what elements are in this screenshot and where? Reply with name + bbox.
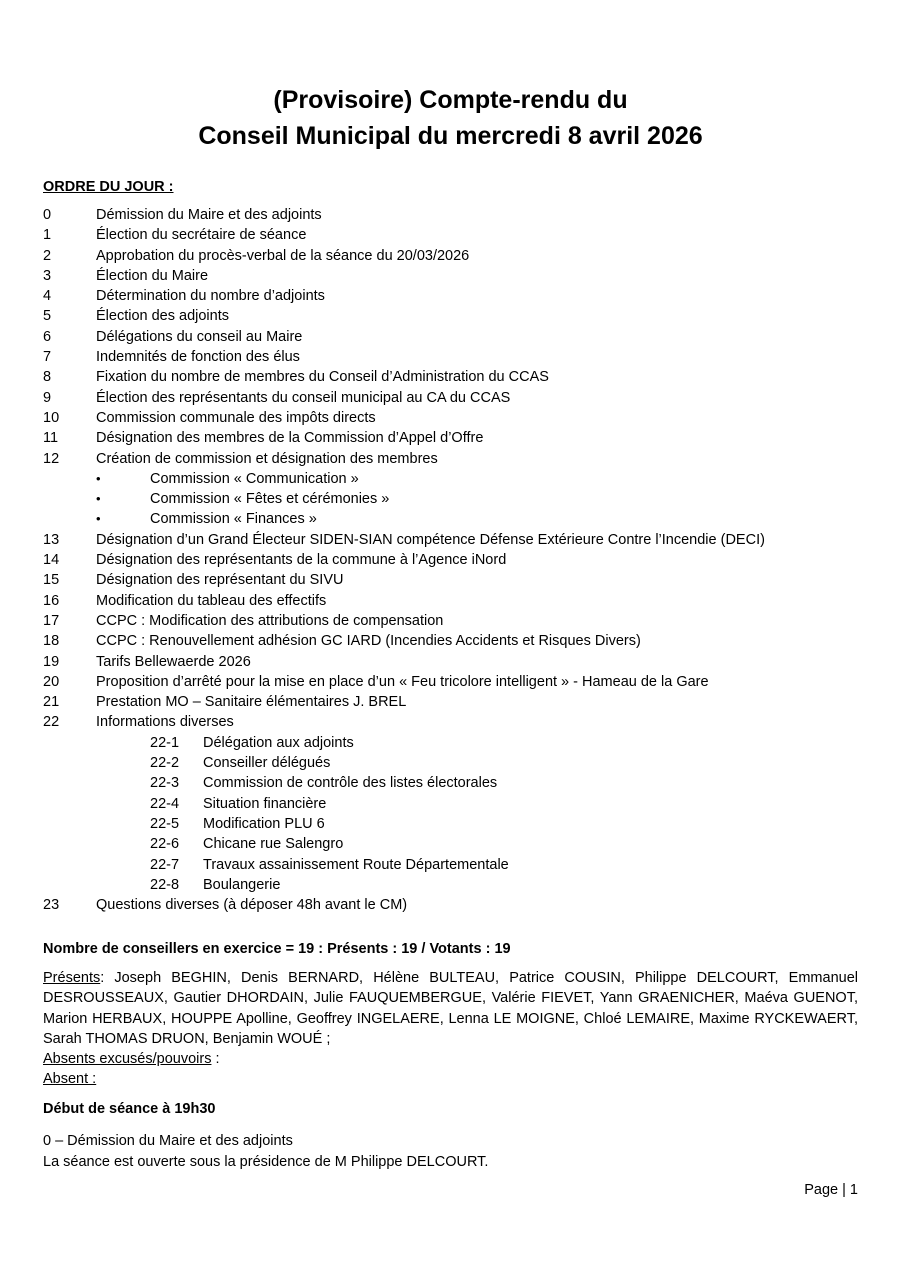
title-line-1: (Provisoire) Compte-rendu du xyxy=(273,86,628,114)
agenda-item xyxy=(43,591,858,611)
agenda-subitem-text: Boulangerie xyxy=(203,876,281,893)
agenda-item-number: 19 xyxy=(43,653,60,670)
agenda-item-text: Indemnités de fonction des élus xyxy=(96,349,300,366)
absents-excuses-label: Absents excusés/pouvoirs xyxy=(43,1051,212,1068)
agenda-item-text: Prestation MO – Sanitaire élémentaires J. BREL xyxy=(96,694,407,711)
agenda-item-text: Délégations du conseil au Maire xyxy=(96,328,303,345)
agenda-item xyxy=(43,266,858,286)
agenda-item-text: Élection du secrétaire de séance xyxy=(96,227,307,244)
agenda-item xyxy=(43,408,858,428)
agenda-item xyxy=(43,692,858,712)
agenda-item-number: 18 xyxy=(43,633,60,650)
agenda-item-text: Désignation des représentant du SIVU xyxy=(96,572,344,589)
agenda-item-number: 13 xyxy=(43,531,60,548)
agenda-subitem xyxy=(43,794,858,814)
agenda-item-number: 1 xyxy=(43,227,52,244)
agenda-item-text: Élection du Maire xyxy=(96,267,209,284)
agenda-item-text: Modification du tableau des effectifs xyxy=(96,592,327,609)
agenda-item-number: 21 xyxy=(43,694,60,711)
agenda-subitem xyxy=(43,814,858,834)
absent-label: Absent : xyxy=(43,1071,97,1088)
title-line-2: Conseil Municipal du mercredi 8 avril 2026 xyxy=(198,122,703,150)
agenda-item xyxy=(43,225,858,245)
agenda-item xyxy=(43,895,858,915)
bullet-icon: • xyxy=(96,470,101,486)
agenda-item-text: Démission du Maire et des adjoints xyxy=(96,207,322,223)
agenda-subitem-number: 22-2 xyxy=(150,755,180,772)
agenda-subitem-number: 22-5 xyxy=(150,815,180,832)
agenda-subitem-text: Commission de contrôle des listes électorales xyxy=(203,775,498,792)
agenda-item xyxy=(43,631,858,651)
attendance-count: Nombre de conseillers en exercice = 19 : Présents : 19 / Votants : 19 xyxy=(43,941,511,957)
agenda-item-number: 0 xyxy=(43,207,52,223)
agenda-item-number: 15 xyxy=(43,572,60,589)
agenda-item-text: Fixation du nombre de membres du Conseil d’Administration du CCAS xyxy=(96,369,549,386)
agenda-item xyxy=(43,367,858,387)
agenda-item-number: 6 xyxy=(43,328,52,345)
agenda-item-text: Élection des adjoints xyxy=(96,308,229,325)
agenda-item-text: Élection des représentants du conseil municipal au CA du CCAS xyxy=(96,389,511,406)
agenda-item-text: Commission communale des impôts directs xyxy=(96,409,376,426)
agenda-item-text: Désignation d’un Grand Électeur SIDEN-SIAN compétence Défense Extérieure Contre l’Incendie (DECI) xyxy=(96,531,765,548)
agenda-item-number: 22 xyxy=(43,714,60,731)
agenda-bullet-item xyxy=(43,489,858,509)
agenda-subitem-text: Chicane rue Salengro xyxy=(203,836,344,853)
absents-excuses-value: : xyxy=(211,1051,220,1068)
page-number: Page | 1 xyxy=(804,1182,858,1198)
agenda-subitem-text: Délégation aux adjoints xyxy=(203,734,354,751)
agenda-bullet-item xyxy=(43,509,858,529)
agenda-bullet-text: Commission « Communication » xyxy=(150,470,359,487)
agenda-item xyxy=(43,550,858,570)
agenda-subitem-number: 22-7 xyxy=(150,856,180,873)
agenda-bullet-text: Commission « Finances » xyxy=(150,511,317,528)
agenda-subitem-number: 22-8 xyxy=(150,876,180,893)
agenda-item-number: 10 xyxy=(43,409,60,426)
agenda-subitem xyxy=(43,834,858,854)
agenda-item-text: Désignation des membres de la Commission d’Appel d’Offre xyxy=(96,430,484,447)
agenda-subitem-text: Travaux assainissement Route Départementale xyxy=(203,856,509,873)
agenda-item-number: 11 xyxy=(43,430,59,447)
agenda-subitem-number: 22-1 xyxy=(150,734,180,751)
agenda-item xyxy=(43,611,858,631)
agenda-item xyxy=(43,652,858,672)
bullet-icon: • xyxy=(96,491,101,507)
attendance-block xyxy=(43,968,858,1090)
agenda-bullet-item xyxy=(43,469,858,489)
agenda-item-text: Tarifs Bellewaerde 2026 xyxy=(96,653,251,670)
agenda-item xyxy=(43,205,858,225)
agenda-subitem xyxy=(43,753,858,773)
agenda-subitem-number: 22-3 xyxy=(150,775,180,792)
agenda-subitem-text: Modification PLU 6 xyxy=(203,815,325,832)
agenda-item-number: 20 xyxy=(43,673,60,690)
agenda-item-number: 7 xyxy=(43,349,52,366)
document-title xyxy=(43,82,858,154)
agenda-item-number: 2 xyxy=(43,247,52,264)
agenda-item-text: Questions diverses (à déposer 48h avant le CM) xyxy=(96,897,408,914)
agenda-item-text: Approbation du procès-verbal de la séance du 20/03/2026 xyxy=(96,247,470,264)
agenda-list xyxy=(43,205,858,915)
agenda-item-number: 14 xyxy=(43,552,60,569)
agenda-item-text: Proposition d’arrêté pour la mise en place d’un « Feu tricolore intelligent » - Hameau de la Gare xyxy=(96,673,709,690)
agenda-subitem xyxy=(43,855,858,875)
agenda-subitem xyxy=(43,875,858,895)
agenda-subitem-number: 22-4 xyxy=(150,795,180,812)
agenda-item xyxy=(43,286,858,306)
agenda-item xyxy=(43,428,858,448)
agenda-item xyxy=(43,246,858,266)
agenda-item-text: CCPC : Modification des attributions de compensation xyxy=(96,612,444,629)
agenda-item xyxy=(43,530,858,550)
agenda-item-number: 16 xyxy=(43,592,60,609)
agenda-item-number: 3 xyxy=(43,267,52,284)
agenda-item xyxy=(43,449,858,469)
agenda-heading: ORDRE DU JOUR : xyxy=(43,179,174,195)
agenda-item-text: Détermination du nombre d’adjoints xyxy=(96,288,325,305)
presents-label: Présents xyxy=(43,970,101,986)
agenda-item xyxy=(43,712,858,732)
agenda-item-number: 23 xyxy=(43,897,60,914)
agenda-item-number: 4 xyxy=(43,288,52,305)
agenda-item-number: 5 xyxy=(43,308,52,325)
agenda-item-number: 17 xyxy=(43,612,60,629)
agenda-item-number: 9 xyxy=(43,389,52,406)
agenda-item xyxy=(43,347,858,367)
agenda-subitem-text: Situation financière xyxy=(203,795,327,812)
presents-names: : Joseph BEGHIN, Denis BERNARD, Hélène BULTEAU, Patrice COUSIN, Philippe DELCOURT, Emmanuel DESROUSSEAUX, Gautier DHORDAIN, Julie FAUQUEMBERGUE, Valérie FIEVET, Yann GRAENICHER, Maéva GUENOT, Marion HERBAUX, HOUPPE Apolline, Geoffrey INGELAERE, Lenna LE MOIGNE, Chloé LEMAIRE, Maxime RYCKEWAERT, Sarah THOMAS DRUON, Benjamin WOUÉ ; xyxy=(43,970,858,1047)
agenda-item xyxy=(43,672,858,692)
agenda-item xyxy=(43,327,858,347)
agenda-item xyxy=(43,306,858,326)
bullet-icon: • xyxy=(96,511,101,527)
session-item-heading: 0 – Démission du Maire et des adjoints xyxy=(43,1133,293,1149)
agenda-subitem-number: 22-6 xyxy=(150,836,180,853)
agenda-item-text: CCPC : Renouvellement adhésion GC IARD (Incendies Accidents et Risques Divers) xyxy=(96,633,641,650)
agenda-item-number: 12 xyxy=(43,450,60,467)
agenda-item-text: Création de commission et désignation des membres xyxy=(96,450,438,467)
agenda-item-text: Informations diverses xyxy=(96,714,234,731)
agenda-subitem xyxy=(43,773,858,793)
agenda-item-number: 8 xyxy=(43,369,52,386)
agenda-item xyxy=(43,570,858,590)
agenda-bullet-text: Commission « Fêtes et cérémonies » xyxy=(150,491,390,508)
agenda-subitem xyxy=(43,733,858,753)
session-item-text: La séance est ouverte sous la présidence de M Philippe DELCOURT. xyxy=(43,1154,489,1170)
agenda-subitem-text: Conseiller délégués xyxy=(203,755,331,772)
session-start: Début de séance à 19h30 xyxy=(43,1101,216,1117)
agenda-item xyxy=(43,388,858,408)
agenda-item-text: Désignation des représentants de la commune à l’Agence iNord xyxy=(96,552,507,569)
